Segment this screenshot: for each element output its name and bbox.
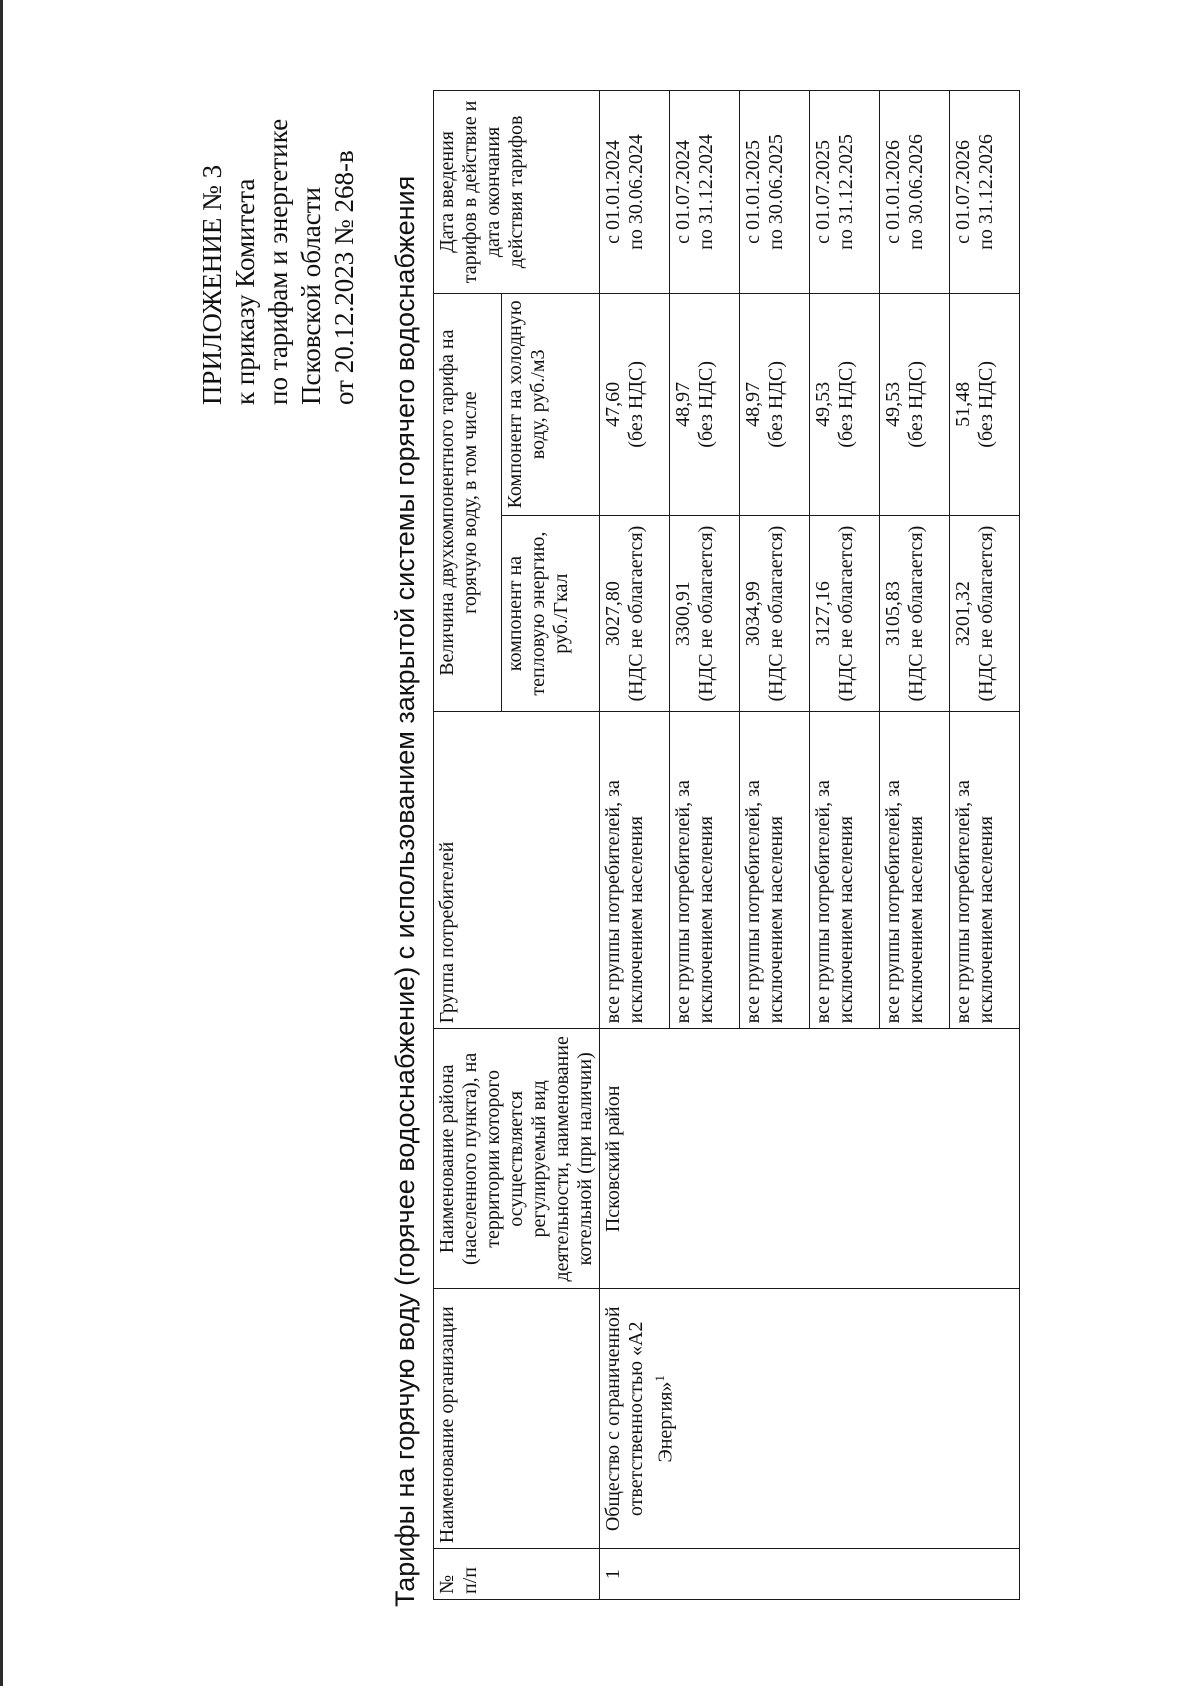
cold-component-cell bbox=[740, 293, 810, 515]
cold-vat-note: (без НДС) bbox=[625, 361, 647, 448]
heat-component-cell bbox=[600, 515, 670, 712]
tariff-table bbox=[433, 90, 1020, 1600]
heat-value: 3300,91 bbox=[672, 581, 694, 647]
date-range-cell bbox=[670, 91, 740, 294]
cold-component-cell bbox=[600, 293, 670, 515]
cold-vat-note: (без НДС) bbox=[765, 361, 787, 448]
date-to: по 31.12.2024 bbox=[695, 134, 717, 250]
consumer-group: все группы потребителей, за исключением населения bbox=[670, 712, 740, 1029]
consumer-group: все группы потребителей, за исключением населения bbox=[880, 712, 950, 1029]
heat-component-cell bbox=[740, 515, 810, 712]
date-from: с 01.07.2025 bbox=[812, 140, 834, 244]
heat-vat-note: (НДС не облагается) bbox=[905, 525, 927, 702]
heat-component-cell bbox=[810, 515, 880, 712]
footnote-marker: 1 bbox=[652, 1375, 667, 1382]
row-number: 1 bbox=[600, 1549, 1020, 1600]
date-range-cell bbox=[810, 91, 880, 294]
cold-component-cell bbox=[880, 293, 950, 515]
consumer-group: все группы потребителей, за исключением населения bbox=[740, 712, 810, 1029]
cold-vat-note: (без НДС) bbox=[695, 361, 717, 448]
heat-value: 3105,83 bbox=[882, 581, 904, 647]
appendix-line: к приказу Комитета bbox=[230, 178, 260, 405]
date-to: по 30.06.2025 bbox=[765, 134, 787, 250]
header-district: Наименование района (населенного пункта), на территории которого осуществляется регулируемый вид деятельности, наименование котельной (при наличии) bbox=[434, 1029, 600, 1289]
consumer-group: все группы потребителей, за исключением населения bbox=[950, 712, 1020, 1029]
header-dates: Дата введения тарифов в действие и дата окончания действия тарифов bbox=[434, 91, 600, 294]
date-to: по 31.12.2026 bbox=[975, 134, 997, 250]
cold-vat-note: (без НДС) bbox=[975, 361, 997, 448]
cold-value: 49,53 bbox=[812, 381, 834, 427]
appendix-block bbox=[196, 119, 361, 405]
heat-value: 3034,99 bbox=[742, 581, 764, 647]
heat-component-cell bbox=[880, 515, 950, 712]
date-range-cell bbox=[880, 91, 950, 294]
date-from: с 01.07.2026 bbox=[952, 140, 974, 244]
date-to: по 31.12.2025 bbox=[835, 134, 857, 250]
heat-vat-note: (НДС не облагается) bbox=[695, 525, 717, 702]
header-org: Наименование организации bbox=[434, 1289, 600, 1549]
heat-vat-note: (НДС не облагается) bbox=[975, 525, 997, 702]
district-name: Псковский район bbox=[600, 1029, 1020, 1289]
date-range-cell bbox=[600, 91, 670, 294]
cold-component-cell bbox=[810, 293, 880, 515]
cold-vat-note: (без НДС) bbox=[905, 361, 927, 448]
appendix-line: ПРИЛОЖЕНИЕ № 3 bbox=[197, 164, 227, 405]
cold-component-cell bbox=[670, 293, 740, 515]
date-from: с 01.01.2026 bbox=[882, 140, 904, 244]
header-cold-component: Компонент на холодную воду, руб./м3 bbox=[501, 293, 599, 515]
appendix-line: Псковской области bbox=[296, 186, 326, 405]
rotated-page bbox=[18, 45, 1178, 1655]
cold-value: 47,60 bbox=[602, 381, 624, 427]
header-num: № п/п bbox=[434, 1549, 600, 1600]
consumer-group: все группы потребителей, за исключением населения bbox=[600, 712, 670, 1029]
appendix-line: от 20.12.2023 № 268-в bbox=[329, 150, 359, 405]
header-two-part-tariff: Величина двухкомпонентного тарифа на горячую воду, в том числе bbox=[434, 293, 502, 711]
heat-component-cell bbox=[670, 515, 740, 712]
heat-value: 3201,32 bbox=[952, 581, 974, 647]
consumer-group: все группы потребителей, за исключением населения bbox=[810, 712, 880, 1029]
organization-name-text: Общество с ограниченной ответственностью «А2 Энергия» bbox=[602, 1306, 677, 1532]
date-range-cell bbox=[740, 91, 810, 294]
heat-vat-note: (НДС не облагается) bbox=[625, 525, 647, 702]
heat-component-cell bbox=[950, 515, 1020, 712]
heat-vat-note: (НДС не облагается) bbox=[835, 525, 857, 702]
header-heat-component: компонент на тепловую энергию, руб./Гкал bbox=[501, 515, 599, 712]
header-group: Группа потребителей bbox=[434, 712, 600, 1029]
cold-value: 48,97 bbox=[742, 381, 764, 427]
cold-vat-note: (без НДС) bbox=[835, 361, 857, 448]
cold-component-cell bbox=[950, 293, 1020, 515]
organization-name bbox=[600, 1289, 1020, 1549]
heat-vat-note: (НДС не облагается) bbox=[765, 525, 787, 702]
page-edge-line bbox=[0, 0, 3, 1686]
heat-value: 3027,80 bbox=[602, 581, 624, 647]
date-from: с 01.01.2025 bbox=[742, 140, 764, 244]
cold-value: 48,97 bbox=[672, 381, 694, 427]
date-to: по 30.06.2026 bbox=[905, 134, 927, 250]
date-from: с 01.07.2024 bbox=[672, 140, 694, 244]
heat-value: 3127,16 bbox=[812, 581, 834, 647]
cold-value: 49,53 bbox=[882, 381, 904, 427]
appendix-line: по тарифам и энергетике bbox=[263, 118, 293, 405]
document-title: Тарифы на горячую воду (горячее водоснабжение) с использованием закрытой системы горячего водоснабжения bbox=[390, 175, 420, 1607]
cold-value: 51,48 bbox=[952, 381, 974, 427]
date-from: с 01.01.2024 bbox=[602, 140, 624, 244]
date-range-cell bbox=[950, 91, 1020, 294]
date-to: по 30.06.2024 bbox=[625, 134, 647, 250]
